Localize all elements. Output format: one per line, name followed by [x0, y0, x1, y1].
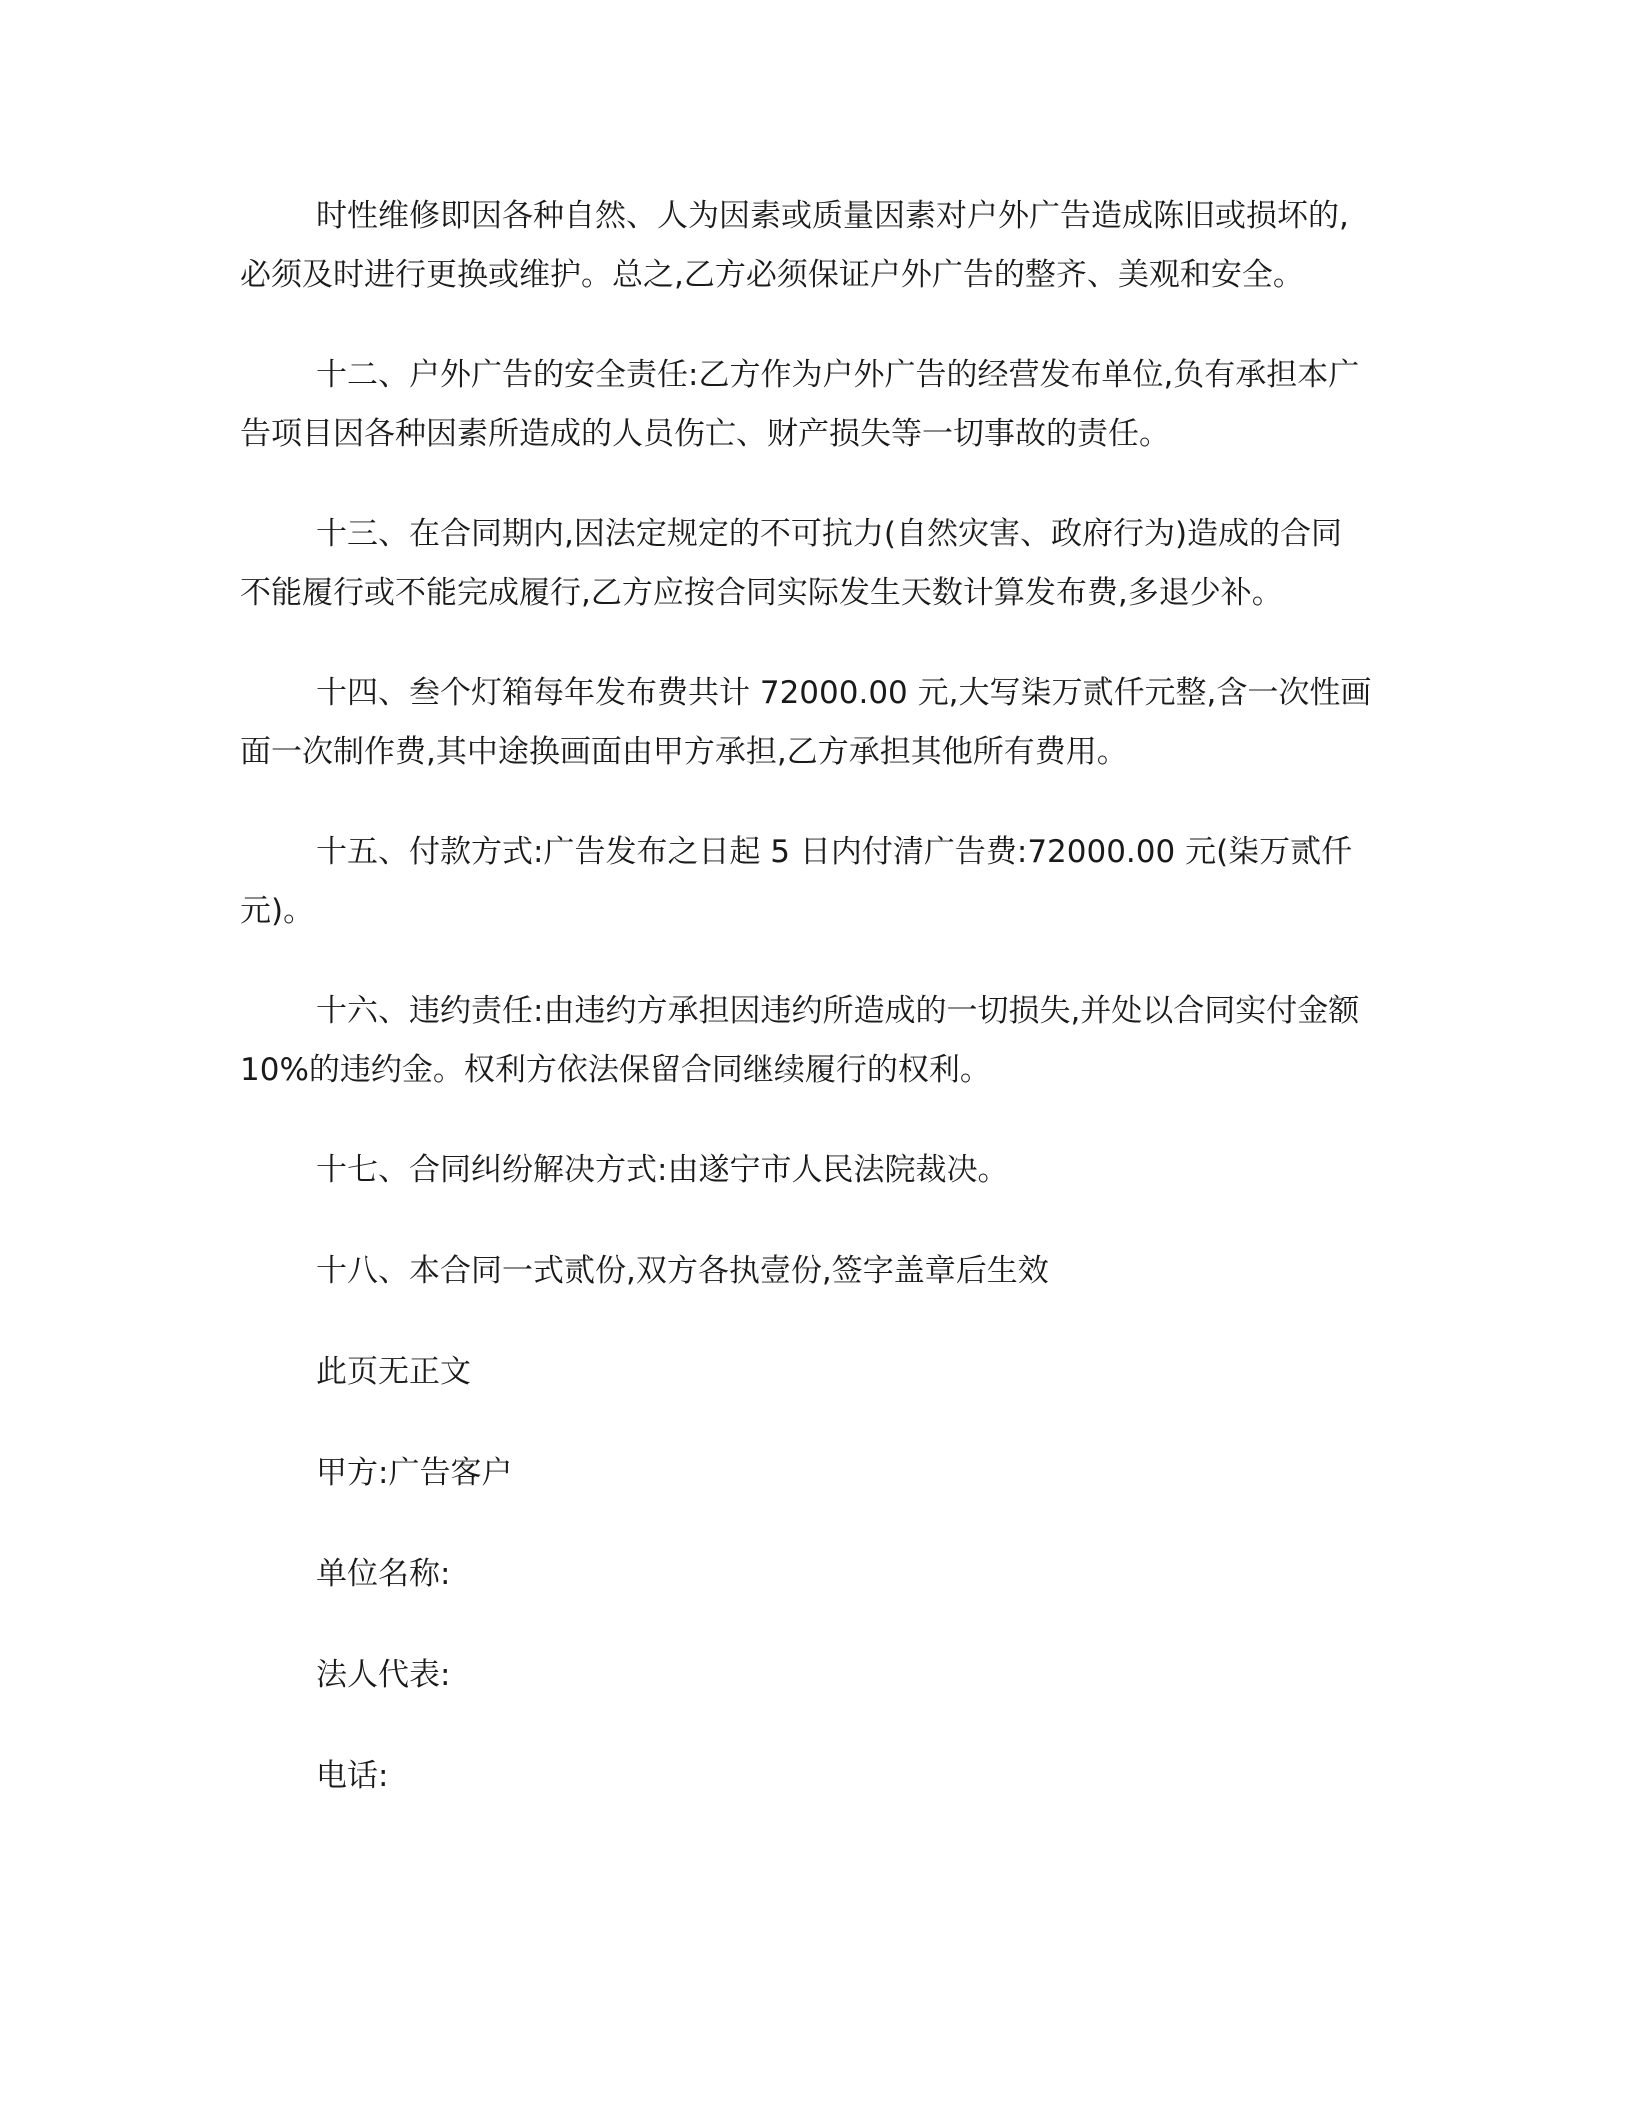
clause-13-line-1: 十三、在合同期内,因法定规定的不可抗力(自然灾害、政府行为)造成的合同 [316, 516, 1343, 552]
phone-label: 电话: [316, 1758, 389, 1794]
paragraph-1-line-2: 必须及时进行更换或维护。总之,乙方必须保证户外广告的整齐、美观和安全。 [240, 257, 1304, 293]
clause-16-line-2: 10%的违约金。权利方依法保留合同继续履行的权利。 [240, 1052, 991, 1088]
no-body-note: 此页无正文 [316, 1354, 471, 1390]
clause-15-line-2: 元)。 [240, 893, 315, 929]
clause-16-line-1: 十六、违约责任:由违约方承担因违约所造成的一切损失,并处以合同实付金额 [316, 993, 1360, 1029]
clause-12-line-1: 十二、户外广告的安全责任:乙方作为户外广告的经营发布单位,负有承担本广 [316, 357, 1360, 393]
clause-14-line-1: 十四、叁个灯箱每年发布费共计 72000.00 元,大写柒万贰仟元整,含一次性画 [316, 675, 1372, 711]
unit-name-label: 单位名称: [316, 1556, 451, 1592]
clause-15-line-1: 十五、付款方式:广告发布之日起 5 日内付清广告费:72000.00 元(柒万贰仟 [316, 834, 1353, 870]
paragraph-1-line-1: 时性维修即因各种自然、人为因素或质量因素对户外广告造成陈旧或损坏的, [316, 198, 1349, 234]
party-a-label: 甲方:广告客户 [316, 1455, 513, 1491]
clause-13-line-2: 不能履行或不能完成履行,乙方应按合同实际发生天数计算发布费,多退少补。 [240, 575, 1283, 611]
legal-rep-label: 法人代表: [316, 1657, 451, 1693]
clause-12-line-2: 告项目因各种因素所造成的人员伤亡、财产损失等一切事故的责任。 [240, 416, 1170, 452]
clause-18: 十八、本合同一式贰份,双方各执壹份,签字盖章后生效 [316, 1253, 1049, 1289]
clause-17: 十七、合同纠纷解决方式:由遂宁市人民法院裁决。 [316, 1152, 1009, 1188]
clause-14-line-2: 面一次制作费,其中途换画面由甲方承担,乙方承担其他所有费用。 [240, 734, 1128, 770]
